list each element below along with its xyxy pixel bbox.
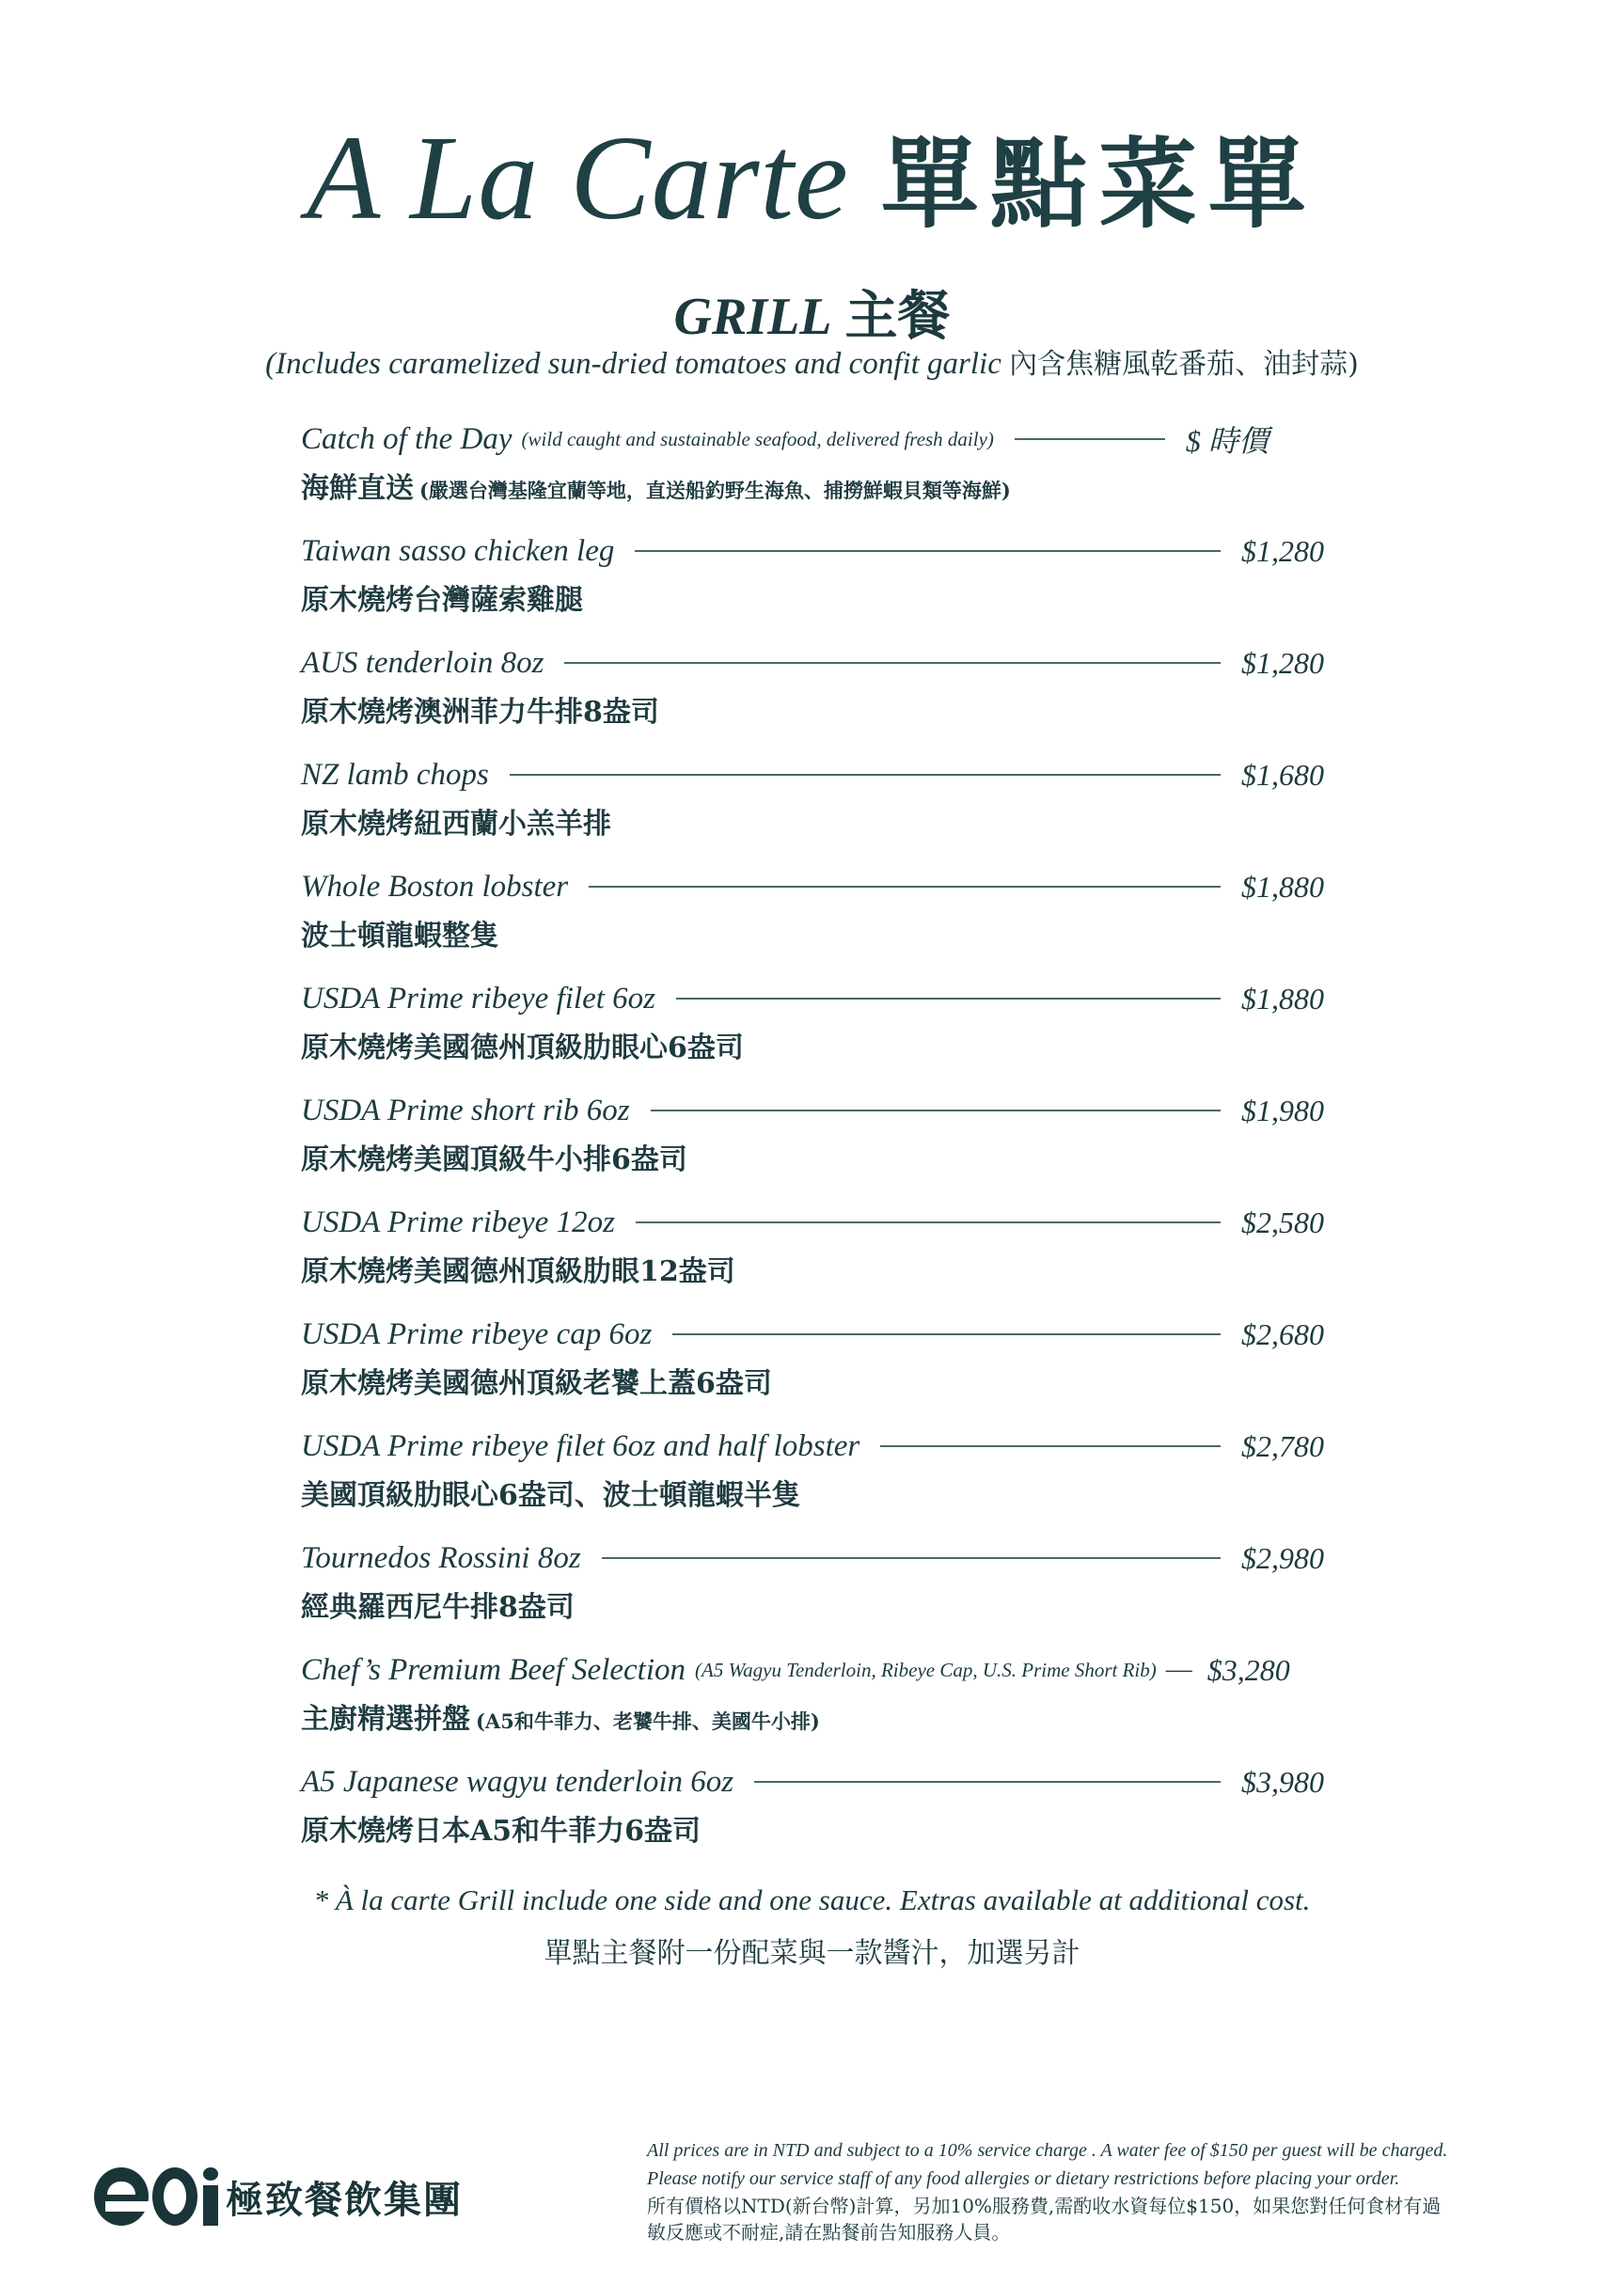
- menu-item: [301, 1535, 1335, 1646]
- leader-line: [589, 886, 1221, 888]
- section-title-zh: 主餐: [844, 285, 951, 347]
- menu-item-row: [301, 975, 1335, 1022]
- menu-item-row: [301, 1199, 1335, 1246]
- item-price: $1,980: [1241, 1093, 1324, 1127]
- item-name-en: USDA Prime ribeye 12oz: [301, 1205, 615, 1239]
- item-price: $1,880: [1241, 981, 1324, 1016]
- item-price: $2,680: [1241, 1316, 1324, 1351]
- leader-line: [602, 1557, 1221, 1559]
- section-note: [0, 340, 1624, 382]
- item-name-zh: 主廚精選拼盤: [301, 1703, 470, 1736]
- item-price: $1,880: [1241, 869, 1324, 904]
- leader-line: [672, 1333, 1221, 1335]
- menu-list: [301, 416, 1335, 1870]
- item-name-en: USDA Prime ribeye filet 6oz: [301, 981, 655, 1016]
- item-name-en: Catch of the Day: [301, 421, 512, 456]
- item-name-zh: 原木燒烤澳洲菲力牛排8盎司: [301, 696, 659, 729]
- item-name-zh: 美國頂級肋眼心6盎司、波士頓龍蝦半隻: [301, 1479, 800, 1512]
- item-name-zh-line: [301, 465, 1011, 506]
- item-name-zh: 原木燒烤日本A5和牛菲力6盎司: [301, 1815, 702, 1848]
- title-script: A La Carte: [307, 111, 849, 244]
- menu-item: [301, 528, 1335, 639]
- item-name-en: USDA Prime ribeye cap 6oz: [301, 1316, 653, 1351]
- leader-line: [635, 550, 1221, 552]
- item-name-zh-line: [301, 1472, 800, 1513]
- menu-item: [301, 1087, 1335, 1199]
- item-name-zh: 原木燒烤美國德州頂級老饕上蓋6盎司: [301, 1367, 772, 1400]
- item-name-en: USDA Prime short rib 6oz: [301, 1093, 630, 1127]
- item-name-zh-line: [301, 1807, 701, 1849]
- menu-item: [301, 416, 1335, 528]
- menu-item-row: [301, 1758, 1335, 1805]
- item-name-zh: 波士頓龍蝦整隻: [301, 920, 498, 953]
- item-name-zh: 原木燒烤美國德州頂級肋眼12盎司: [301, 1255, 735, 1288]
- title-cjk: 單點菜單: [880, 126, 1317, 242]
- item-name-zh-line: [301, 1136, 687, 1177]
- menu-item: [301, 1758, 1335, 1870]
- item-name-zh: 原木燒烤美國頂級牛小排6盎司: [301, 1143, 687, 1176]
- item-name-zh: 原木燒烤美國德州頂級肋眼心6盎司: [301, 1032, 744, 1064]
- item-name-zh: 海鮮直送: [301, 472, 414, 505]
- item-description-zh: (嚴選台灣基隆宜蘭等地，直送船釣野生海魚、捕撈鮮蝦貝類等海鮮): [419, 479, 1011, 502]
- leader-line: [510, 774, 1221, 776]
- item-name-zh-line: [301, 1695, 820, 1737]
- menu-item: [301, 975, 1335, 1087]
- menu-item-row: [301, 1423, 1335, 1470]
- section-note-zh: 內含焦糖風乾番茄、油封蒜): [1009, 348, 1359, 381]
- item-name-zh-line: [301, 1024, 744, 1065]
- leader-line: [1015, 438, 1165, 440]
- item-price: $1,280: [1241, 533, 1324, 568]
- menu-item-row: [301, 1535, 1335, 1582]
- leader-line: [651, 1110, 1221, 1111]
- legal-zh-line-1: 所有價格以NTD(新台幣)計算，另加10%服務費,需酌收水資每位$150，如果您對任何食材有過: [647, 2195, 1442, 2217]
- section-note-en: (Includes caramelized sun-dried tomatoes and confit garlic: [265, 347, 1001, 381]
- item-name-zh-line: [301, 1583, 575, 1625]
- item-name-zh: 原木燒烤台灣薩索雞腿: [301, 584, 583, 617]
- legal-zh-line-2: 敏反應或不耐症,請在點餐前告知服務人員。: [647, 2221, 1011, 2244]
- item-name-en: Whole Boston lobster: [301, 869, 569, 904]
- footnote-zh: 單點主餐附一份配菜與一款醬汁，加選另計: [544, 1937, 1080, 1970]
- eoi-logo-icon: [94, 2167, 218, 2226]
- section-title-en: GRILL: [673, 288, 832, 346]
- menu-item: [301, 751, 1335, 863]
- menu-item-row: [301, 1087, 1335, 1134]
- menu-item: [301, 1646, 1335, 1758]
- item-name-zh-line: [301, 912, 498, 953]
- menu-item: [301, 639, 1335, 751]
- item-name-zh-line: [301, 1360, 772, 1401]
- item-name-en: Tournedos Rossini 8oz: [301, 1540, 581, 1575]
- menu-item-row: [301, 863, 1335, 910]
- item-name-en: A5 Japanese wagyu tenderloin 6oz: [301, 1764, 734, 1799]
- menu-item-row: [301, 416, 1335, 463]
- item-name-zh-line: [301, 800, 611, 842]
- item-name-en: Chef’s Premium Beef Selection: [301, 1652, 686, 1687]
- legal-notice: [647, 2136, 1587, 2245]
- legal-en-line-1: All prices are in NTD and subject to a 10% service charge . A water fee of $150 per guest will be charged.: [647, 2140, 1448, 2161]
- leader-line: [880, 1445, 1221, 1447]
- item-price: $3,980: [1241, 1764, 1324, 1799]
- item-name-zh-line: [301, 576, 583, 618]
- item-name-zh-line: [301, 688, 659, 730]
- leader-line: [754, 1781, 1221, 1783]
- menu-item: [301, 1423, 1335, 1535]
- leader-line: [564, 662, 1221, 664]
- item-price: $ 時價: [1185, 424, 1269, 458]
- leader-line: [636, 1221, 1221, 1223]
- item-name-en: AUS tenderloin 8oz: [301, 645, 544, 680]
- item-price: $1,280: [1241, 645, 1324, 680]
- menu-item-row: [301, 1311, 1335, 1358]
- menu-item: [301, 1199, 1335, 1311]
- item-dash: —: [1165, 1655, 1192, 1684]
- menu-item: [301, 863, 1335, 975]
- item-price: $3,280: [1206, 1652, 1290, 1687]
- item-price: $2,580: [1241, 1205, 1324, 1239]
- item-price: $2,780: [1241, 1428, 1324, 1463]
- menu-item-row: [301, 528, 1335, 575]
- item-name-zh: 原木燒烤紐西蘭小羔羊排: [301, 808, 611, 841]
- item-name-en: USDA Prime ribeye filet 6oz and half lobster: [301, 1428, 860, 1463]
- item-price: $2,980: [1241, 1540, 1324, 1575]
- footnote-en: * À la carte Grill include one side and one sauce. Extras available at additional cost.: [313, 1883, 1311, 1916]
- section-heading: [0, 275, 1624, 350]
- item-name-en: Taiwan sasso chicken leg: [301, 533, 615, 568]
- item-description-zh: (A5和牛菲力、老饕牛排、美國牛小排): [476, 1709, 820, 1733]
- item-description-en: (wild caught and sustainable seafood, delivered fresh daily): [521, 427, 994, 450]
- logo-text: 極致餐飲集團: [226, 2177, 463, 2222]
- menu-item-row: [301, 751, 1335, 798]
- item-name-zh-line: [301, 1248, 735, 1289]
- item-name-zh: 經典羅西尼牛排8盎司: [301, 1591, 575, 1624]
- item-name-en: NZ lamb chops: [301, 757, 489, 792]
- page-title: [0, 105, 1624, 247]
- company-logo: [94, 2159, 463, 2234]
- leader-line: [676, 998, 1221, 1000]
- menu-item: [301, 1311, 1335, 1423]
- item-price: $1,680: [1241, 757, 1324, 792]
- legal-en-line-2: Please notify our service staff of any food allergies or dietary restrictions before placing your order.: [647, 2168, 1400, 2189]
- item-description-en: (A5 Wagyu Tenderloin, Ribeye Cap, U.S. Prime Short Rib): [695, 1658, 1157, 1681]
- menu-item-row: [301, 1646, 1335, 1693]
- menu-item-row: [301, 639, 1335, 686]
